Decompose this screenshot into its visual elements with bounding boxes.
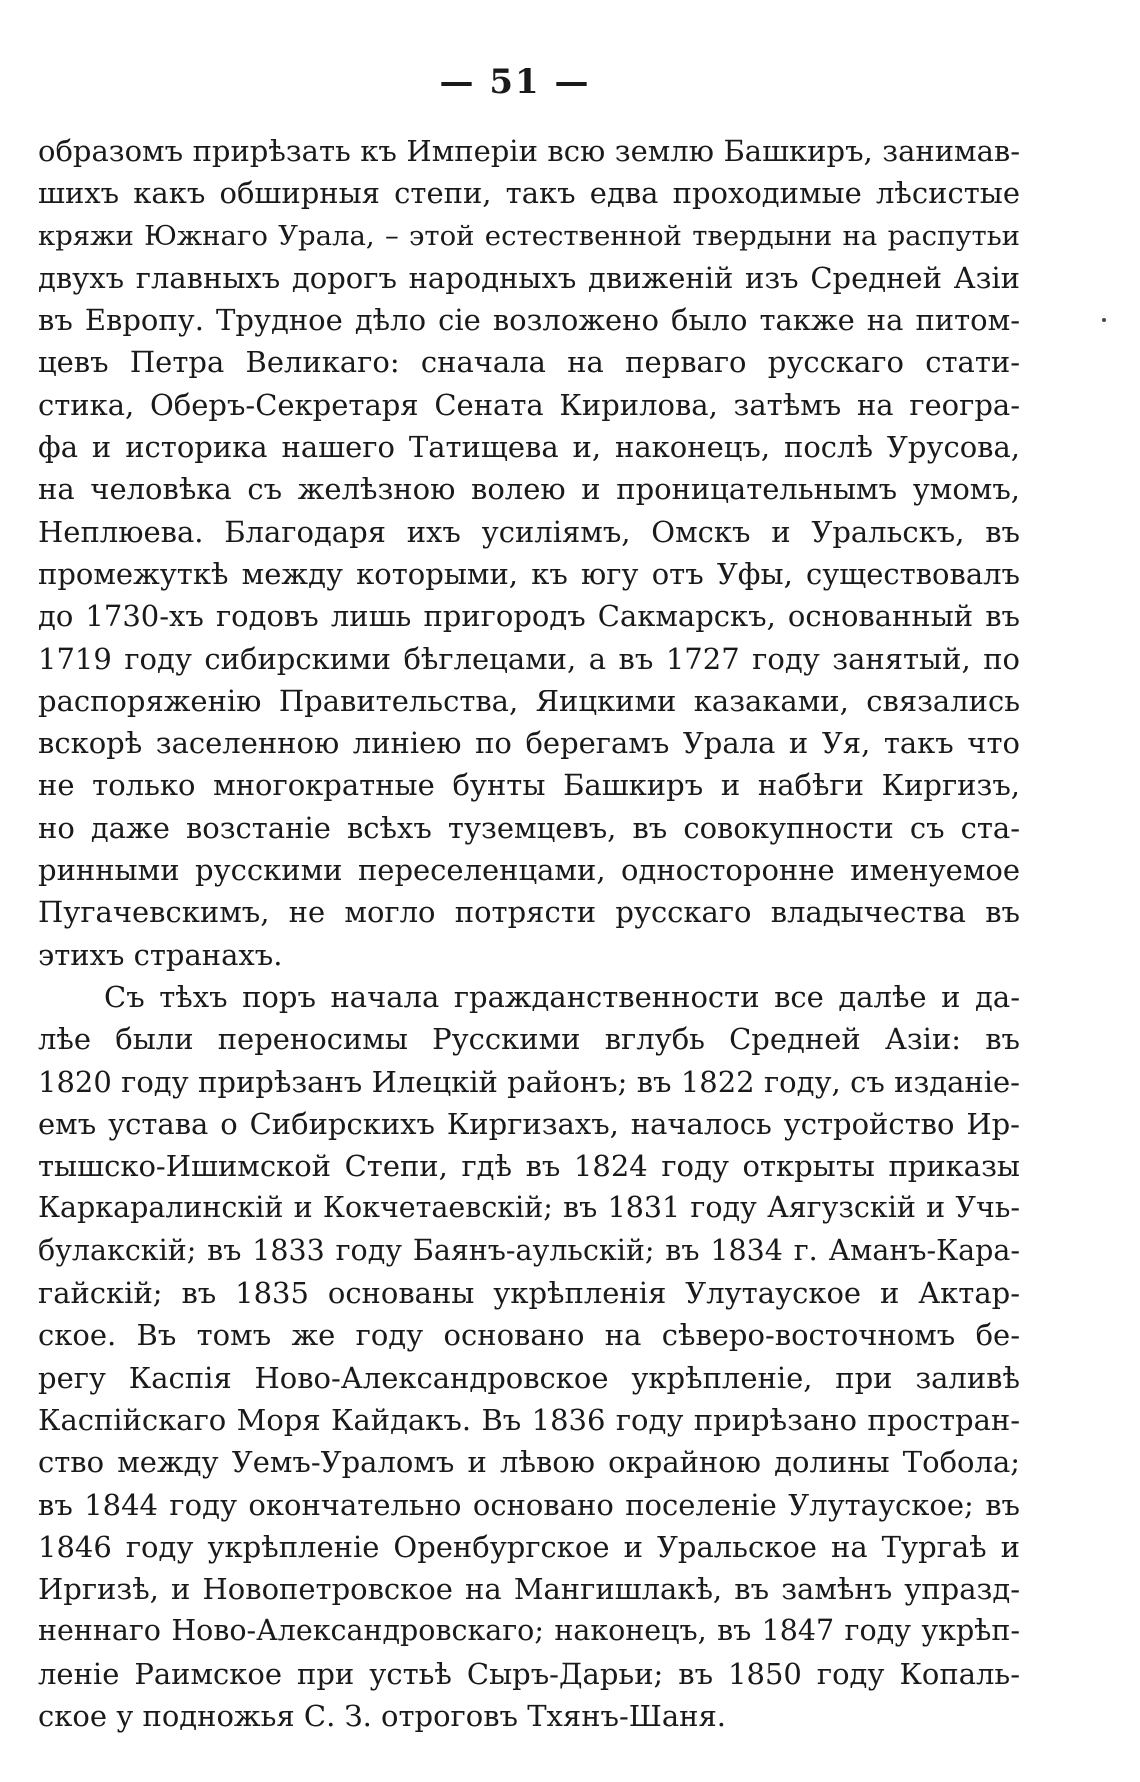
body-text [38, 130, 1020, 1737]
text-line: промежуткѣ между которыми, къ югу отъ Уфы, существовалъ [38, 556, 1020, 591]
text-line: цевъ Петра Великаго: сначала на перваго русскаго стати- [38, 345, 1020, 380]
text-line: емъ устава о Сибирскихъ Киргизахъ, началось устройство Ир- [38, 1106, 1020, 1141]
text-line: ство между Уемъ-Ураломъ и лѣвою окрайною долины Тобола; [38, 1445, 1020, 1480]
paragraph-1 [38, 130, 1020, 976]
text-line: кряжи Южнаго Урала, – этой естественной твердыни на распутьи [38, 219, 1020, 252]
text-line: шихъ какъ обширныя степи, такъ едва проходимые лѣсистые [38, 176, 1020, 211]
page-number: — 51 — [439, 62, 591, 102]
text-line: булакскій; въ 1833 году Баянъ-аульскій; въ 1834 г. Аманъ-Кара- [38, 1233, 1020, 1267]
text-line: ринными русскими переселенцами, одностороннe именуемое [38, 853, 1020, 888]
text-line: гайскій; въ 1835 основаны укрѣпленія Улутауское и Актар- [38, 1276, 1020, 1311]
text-line: двухъ главныхъ дорогъ народныхъ движеній изъ Средней Азіи [38, 260, 1020, 295]
text-line: Иргизѣ, и Новопетровское на Мангишлакѣ, въ замѣнъ упразд- [38, 1572, 1020, 1607]
text-line: Каспійскаго Моря Кайдакъ. Въ 1836 году прирѣзано простран- [38, 1402, 1020, 1437]
text-line: на человѣка съ желѣзною волею и проницательнымъ умомъ, [38, 472, 1020, 507]
ink-speck [1102, 318, 1106, 322]
text-line: до 1730-хъ годовъ лишь пригородъ Сакмарскъ, основанный въ [38, 599, 1020, 634]
text-line: вскорѣ заселенною линіею по берегамъ Урала и Уя, такъ что [38, 726, 1020, 761]
text-line: ское у подножья С. З. отроговъ Тхянъ-Шаня. [38, 1698, 726, 1733]
text-line: образомъ прирѣзать къ Имперіи всю землю Башкиръ, занимав- [38, 134, 1020, 168]
text-line: Съ тѣхъ поръ начала гражданственности все далѣе и да- [104, 979, 1020, 1014]
text-line: регу Каспія Ново-Александровское укрѣпленіе, при заливѣ [38, 1360, 1020, 1395]
text-line: неннаго Ново-Александровскаго; наконецъ, въ 1847 году укрѣп- [38, 1614, 1020, 1648]
text-line: фа и историка нашего Татищева и, наконецъ, послѣ Урусова, [38, 430, 1020, 465]
paragraph-2 [38, 976, 1020, 1737]
text-line: Неплюева. Благодаря ихъ усиліямъ, Омскъ и Уральскъ, въ [38, 514, 1020, 549]
text-line: не только многократные бунты Башкиръ и набѣги Киргизъ, [38, 768, 1020, 803]
text-line: лѣе были переносимы Русскими вглубь Средней Азіи: въ [38, 1022, 1020, 1057]
text-line: Каркаралинскій и Кокчетаевскій; въ 1831 году Аягузскій и Учь- [38, 1191, 1020, 1225]
text-line: въ Европу. Трудное дѣло сіе возложено было также на питом- [38, 303, 1020, 338]
text-line: 1820 году прирѣзанъ Илецкій районъ; въ 1822 году, съ изданіе- [38, 1064, 1020, 1099]
text-line: но даже возстаніе всѣхъ туземцевъ, въ совокупности съ ста- [38, 810, 1020, 845]
text-line: въ 1844 году окончательно основано поселеніе Улутауское; въ [38, 1487, 1020, 1522]
text-line: распоряженію Правительства, Яицкими казаками, связались [38, 683, 1020, 718]
text-line: ское. Въ томъ же году основано на сѣверо-восточномъ бе- [38, 1318, 1020, 1353]
text-line: 1719 году сибирскими бѣглецами, а въ 1727 году занятый, по [38, 641, 1020, 676]
text-line: стика, Оберъ-Секретаря Сената Кирилова, затѣмъ на геогра- [38, 387, 1020, 422]
text-line: этихъ странахъ. [38, 937, 283, 972]
text-line: леніе Раимское при устьѣ Сыръ-Дарьи; въ 1850 году Копаль- [38, 1656, 1020, 1691]
text-line: 1846 году укрѣпленіе Оренбургское и Уральское на Тургаѣ и [38, 1529, 1020, 1564]
text-line: тышско-Ишимской Степи, гдѣ въ 1824 году открыты приказы [38, 1149, 1020, 1184]
text-line: Пугачевскимъ, не могло потрясти русскаго владычества въ [38, 895, 1020, 930]
